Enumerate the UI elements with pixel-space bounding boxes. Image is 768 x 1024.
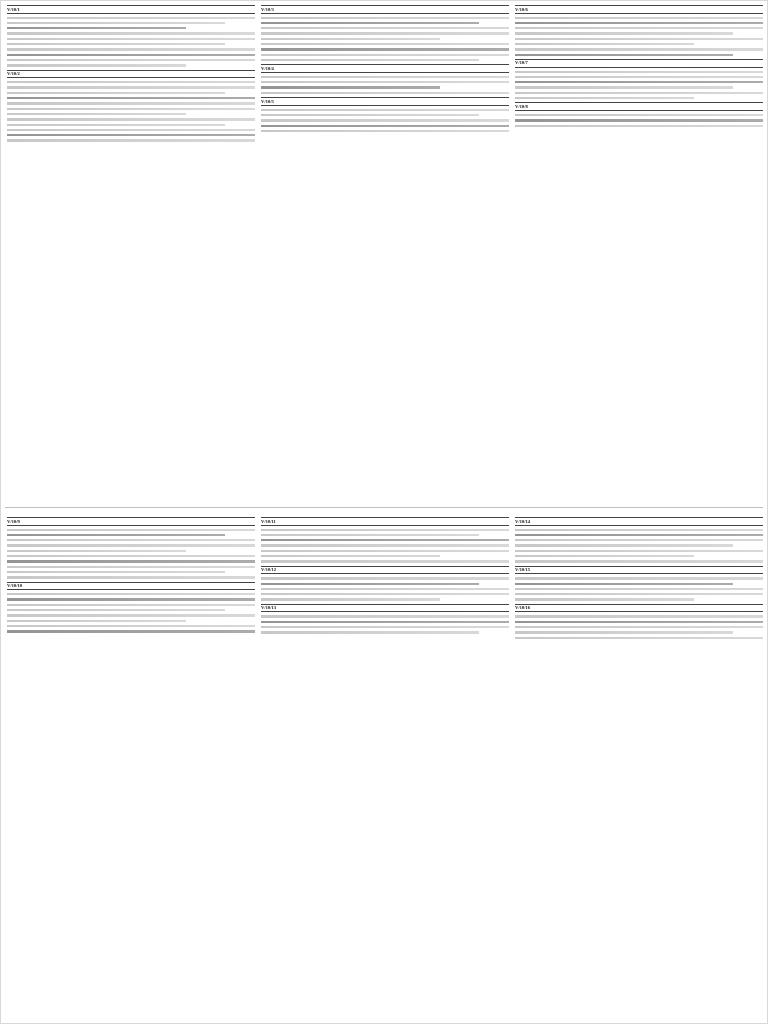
illegible-text-line <box>515 637 763 639</box>
section-title <box>7 582 255 591</box>
section <box>515 59 763 68</box>
illegible-text-line <box>515 97 694 99</box>
illegible-text-line <box>7 17 255 19</box>
section <box>261 604 509 613</box>
illegible-text-line <box>261 560 509 562</box>
illegible-text-line <box>7 571 225 573</box>
page-bottom-half <box>1 513 768 1021</box>
section-title <box>515 5 763 14</box>
illegible-text-line <box>515 27 763 29</box>
section-id: V/10/12 <box>261 567 277 573</box>
section-id: V/10/4 <box>261 65 274 71</box>
illegible-text-line <box>7 102 255 104</box>
illegible-text-line <box>515 54 733 56</box>
illegible-text-line <box>7 22 225 24</box>
section-title <box>261 517 509 526</box>
section-title <box>7 5 255 14</box>
illegible-text-line <box>515 92 763 94</box>
illegible-text-line <box>261 43 509 45</box>
section <box>7 582 255 591</box>
illegible-text-line <box>515 22 763 24</box>
illegible-text-line <box>515 71 763 73</box>
section-id: V/10/15 <box>515 567 531 573</box>
section <box>515 566 763 575</box>
illegible-text-line <box>261 109 509 111</box>
illegible-text-line <box>515 555 694 557</box>
illegible-text-line <box>515 119 763 121</box>
illegible-text-line <box>515 38 763 40</box>
illegible-text-line <box>261 550 509 552</box>
half-divider <box>5 507 763 508</box>
illegible-text-line <box>261 593 509 595</box>
illegible-text-line <box>7 544 255 546</box>
illegible-text-line <box>515 577 763 579</box>
section-title <box>261 604 509 613</box>
illegible-text-line <box>7 124 225 126</box>
illegible-text-line <box>515 76 763 78</box>
illegible-text-line <box>7 43 225 45</box>
column-2 <box>261 5 509 499</box>
section <box>261 566 509 575</box>
illegible-text-line <box>7 134 255 136</box>
section-id: V/10/8 <box>515 103 528 109</box>
illegible-text-line <box>7 529 255 531</box>
illegible-text-line <box>7 609 225 611</box>
illegible-text-line <box>515 539 763 541</box>
illegible-text-line <box>261 631 479 633</box>
section-title <box>7 70 255 79</box>
column-4 <box>7 517 255 1017</box>
section <box>7 517 255 526</box>
illegible-text-line <box>7 139 255 141</box>
illegible-text-line <box>7 97 255 99</box>
section <box>261 5 509 14</box>
section <box>261 64 509 73</box>
illegible-text-line <box>515 621 763 623</box>
illegible-text-line <box>261 577 509 579</box>
section <box>515 5 763 14</box>
section-id: V/10/5 <box>261 98 274 104</box>
illegible-text-line <box>515 81 763 83</box>
section-id: V/10/1 <box>7 6 20 12</box>
section-title <box>7 517 255 526</box>
section-id: V/10/3 <box>261 6 274 12</box>
section <box>515 517 763 526</box>
illegible-text-line <box>7 614 255 616</box>
illegible-text-line <box>261 86 440 88</box>
illegible-text-line <box>7 604 255 606</box>
illegible-text-line <box>261 626 509 628</box>
illegible-text-line <box>261 534 479 536</box>
section <box>515 604 763 613</box>
section-title <box>261 566 509 575</box>
section-id: V/10/11 <box>261 518 276 524</box>
section-id: V/10/10 <box>7 583 23 589</box>
section-title <box>515 604 763 613</box>
illegible-text-line <box>261 59 479 61</box>
illegible-text-line <box>515 17 763 19</box>
section-title <box>515 59 763 68</box>
illegible-text-line <box>261 81 509 83</box>
illegible-text-line <box>7 598 255 600</box>
illegible-text-line <box>261 27 509 29</box>
section-id: V/10/13 <box>261 605 277 611</box>
section-title <box>261 5 509 14</box>
section-title <box>515 517 763 526</box>
section <box>7 5 255 14</box>
section-id: V/10/2 <box>7 71 20 77</box>
illegible-text-line <box>7 54 255 56</box>
illegible-text-line <box>7 38 255 40</box>
column-6 <box>515 517 763 1017</box>
illegible-text-line <box>261 76 509 78</box>
illegible-text-line <box>7 534 225 536</box>
section-id: V/10/14 <box>515 518 531 524</box>
illegible-text-line <box>7 118 255 120</box>
illegible-text-line <box>7 630 255 632</box>
section <box>261 97 509 106</box>
illegible-text-line <box>515 114 763 116</box>
section-id: V/10/6 <box>515 6 528 12</box>
illegible-text-line <box>261 17 509 19</box>
illegible-text-line <box>261 125 509 127</box>
illegible-text-line <box>7 59 255 61</box>
illegible-text-line <box>515 615 763 617</box>
illegible-text-line <box>7 539 255 541</box>
section-title <box>261 64 509 73</box>
illegible-text-line <box>515 598 694 600</box>
column-3 <box>515 5 763 499</box>
illegible-text-line <box>515 86 733 88</box>
section-title <box>261 97 509 106</box>
illegible-text-line <box>7 86 255 88</box>
illegible-text-line <box>261 54 509 56</box>
section-title <box>515 566 763 575</box>
illegible-text-line <box>515 583 733 585</box>
illegible-text-line <box>7 576 255 578</box>
illegible-text-line <box>7 32 255 34</box>
illegible-text-line <box>261 114 479 116</box>
illegible-text-line <box>515 588 763 590</box>
illegible-text-line <box>261 130 509 132</box>
illegible-text-line <box>515 544 733 546</box>
illegible-text-line <box>7 620 186 622</box>
illegible-text-line <box>7 113 186 115</box>
illegible-text-line <box>261 583 479 585</box>
illegible-text-line <box>7 64 186 66</box>
section-id: V/10/7 <box>515 60 528 66</box>
illegible-text-line <box>7 625 255 627</box>
illegible-text-line <box>261 38 440 40</box>
illegible-text-line <box>261 539 509 541</box>
illegible-text-line <box>515 550 763 552</box>
illegible-text-line <box>261 529 509 531</box>
illegible-text-line <box>7 555 255 557</box>
illegible-text-line <box>261 32 509 34</box>
illegible-text-line <box>7 108 255 110</box>
illegible-text-line <box>515 529 763 531</box>
illegible-text-line <box>7 593 255 595</box>
illegible-text-line <box>261 621 509 623</box>
column-5 <box>261 517 509 1017</box>
illegible-text-line <box>7 81 255 83</box>
section <box>7 70 255 79</box>
illegible-text-line <box>261 588 509 590</box>
page-top-half <box>1 1 768 503</box>
illegible-text-line <box>7 129 255 131</box>
illegible-text-line <box>261 92 509 94</box>
illegible-text-line <box>515 125 763 127</box>
section-title <box>515 102 763 111</box>
section-id: V/10/16 <box>515 605 531 611</box>
illegible-text-line <box>261 555 440 557</box>
section <box>515 102 763 111</box>
illegible-text-line <box>515 593 763 595</box>
illegible-text-line <box>261 22 479 24</box>
illegible-text-line <box>7 48 255 50</box>
illegible-text-line <box>7 550 186 552</box>
illegible-text-line <box>515 43 694 45</box>
illegible-text-line <box>515 32 733 34</box>
illegible-text-line <box>7 27 186 29</box>
section <box>261 517 509 526</box>
illegible-text-line <box>261 544 509 546</box>
illegible-text-line <box>7 566 255 568</box>
illegible-text-line <box>261 598 440 600</box>
illegible-text-line <box>515 631 733 633</box>
illegible-text-line <box>261 615 509 617</box>
illegible-text-line <box>261 48 509 50</box>
illegible-text-line <box>515 626 763 628</box>
column-1 <box>7 5 255 499</box>
section-id: V/10/9 <box>7 518 20 524</box>
illegible-text-line <box>261 119 509 121</box>
illegible-text-line <box>7 92 225 94</box>
illegible-text-line <box>515 534 763 536</box>
illegible-text-line <box>515 48 763 50</box>
illegible-text-line <box>515 560 763 562</box>
illegible-text-line <box>7 560 255 562</box>
